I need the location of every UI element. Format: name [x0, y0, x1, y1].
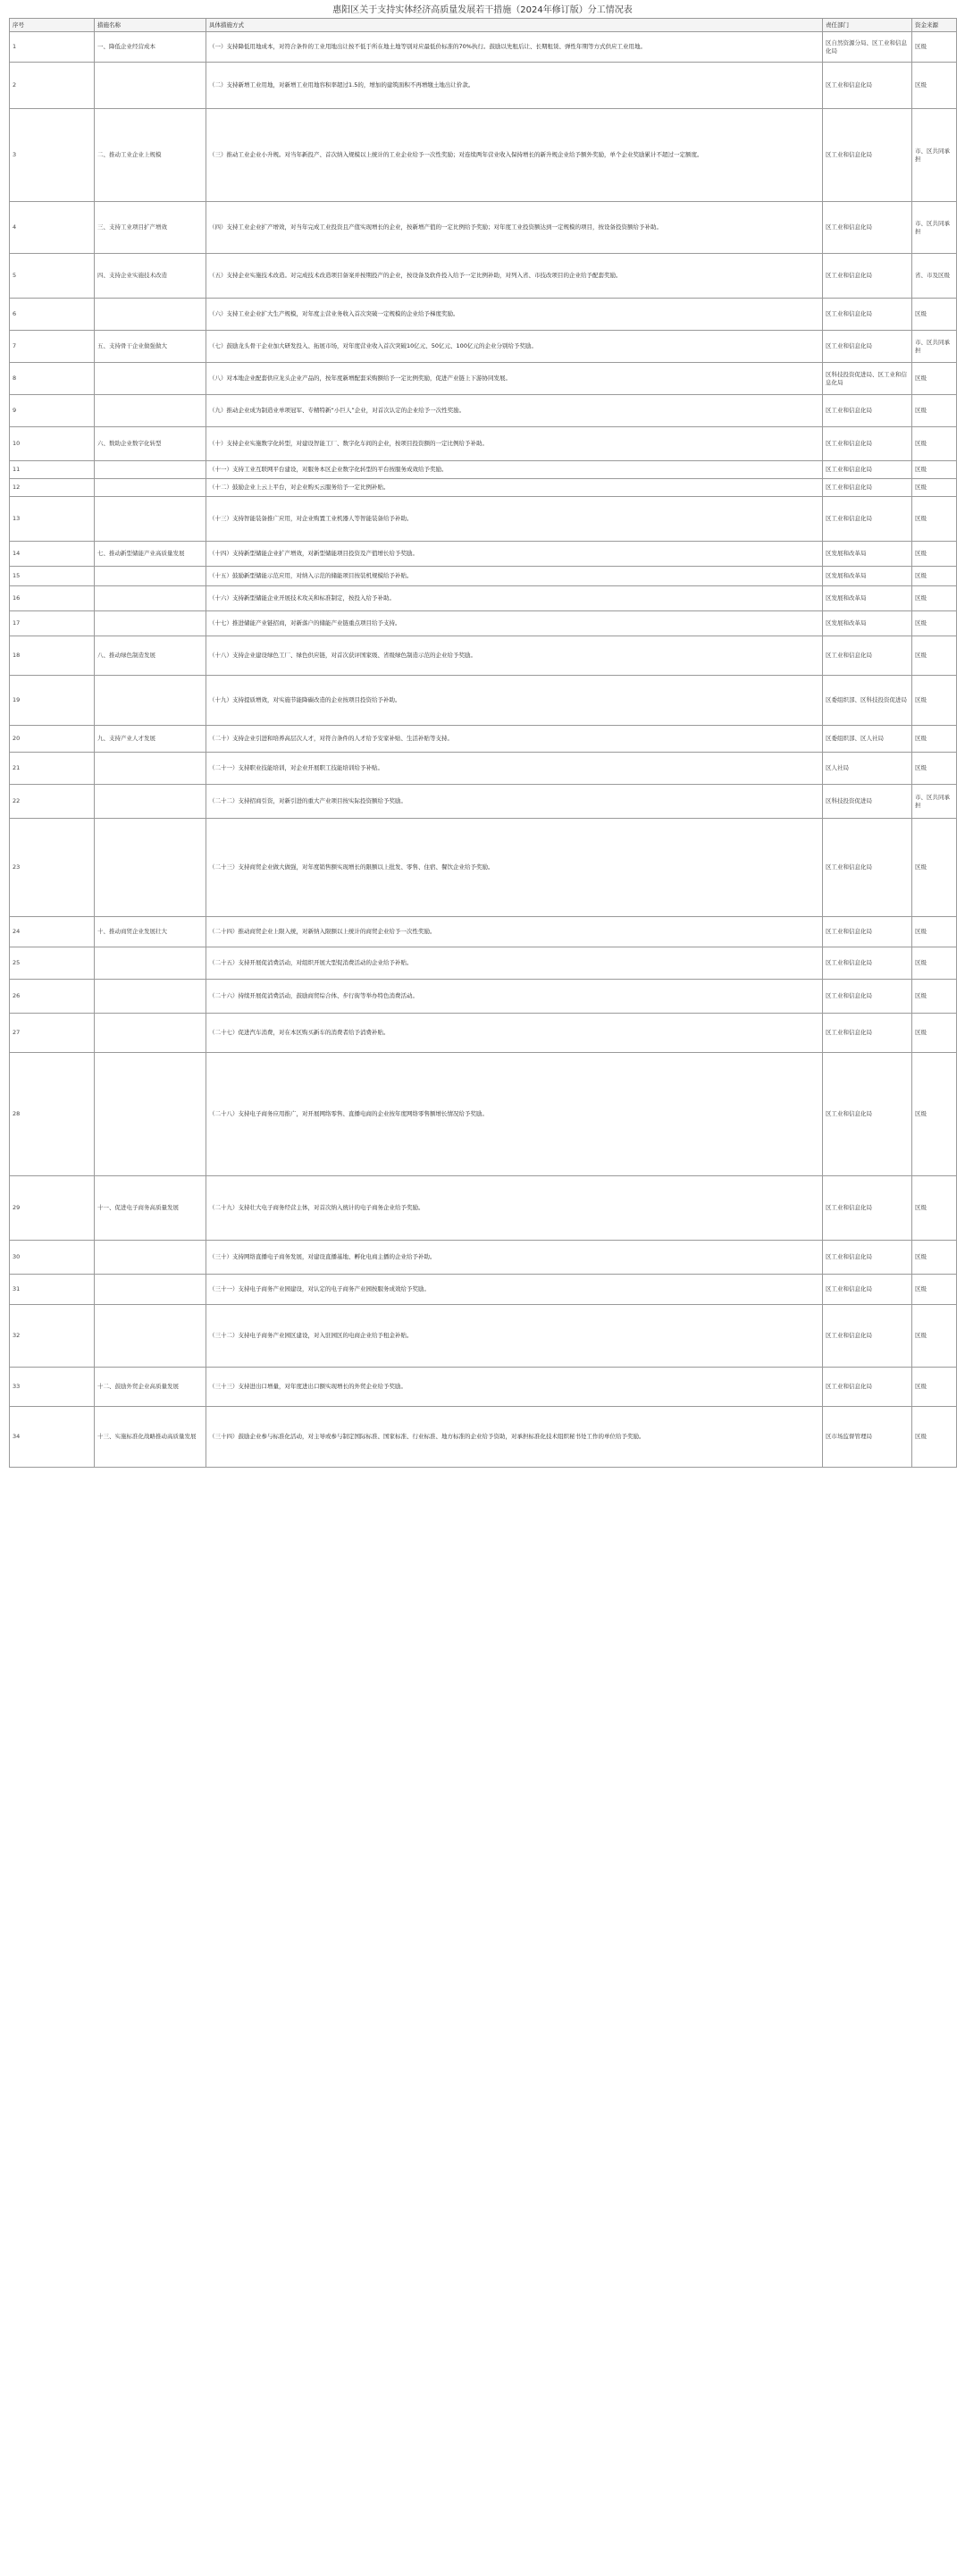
row-category	[95, 676, 206, 726]
table-row	[10, 427, 957, 461]
row-fund-source: 区级	[912, 1241, 957, 1275]
row-fund-source: 区级	[912, 542, 957, 567]
table-row	[10, 479, 957, 497]
row-fund-source: 区级	[912, 586, 957, 611]
row-category	[95, 63, 206, 109]
row-category: 三、支持工业项目扩产增效	[95, 202, 206, 254]
document-page	[9, 0, 956, 1468]
header-no: 序号	[10, 19, 95, 32]
row-department: 区委组织部、区人社局	[823, 726, 912, 753]
row-fund-source: 区级	[912, 726, 957, 753]
row-department: 区委组织部、区科技投资促进局	[823, 676, 912, 726]
row-category: 四、支持企业实施技术改造	[95, 254, 206, 299]
row-fund-source: 区级	[912, 611, 957, 636]
row-department: 区人社局	[823, 753, 912, 785]
row-department: 区工业和信息化局	[823, 202, 912, 254]
table-row	[10, 497, 957, 542]
row-measure: （十七）推进储能产业链招商，对新落户的储能产业链重点项目给予支持。	[206, 611, 823, 636]
row-measure: （三十三）支持进出口增量，对年度进出口额实现增长的外贸企业给予奖励。	[206, 1368, 823, 1407]
table-row	[10, 331, 957, 363]
row-fund-source: 区级	[912, 461, 957, 479]
row-measure: （四）支持工业企业扩产增效，对当年完成工业投资且产值实现增长的企业，按新增产值的一定比例给予奖励；对年度工业投资额达到一定规模的项目，按设备投资额给予补助。	[206, 202, 823, 254]
row-category	[95, 586, 206, 611]
row-category	[95, 611, 206, 636]
row-category	[95, 497, 206, 542]
row-fund-source: 区级	[912, 980, 957, 1014]
table-row	[10, 1241, 957, 1275]
table-row	[10, 567, 957, 586]
row-fund-source: 区级	[912, 1053, 957, 1176]
row-measure: （八）对本地企业配套供应龙头企业产品的，按年度新增配套采购额给予一定比例奖励，促进产业链上下游协同发展。	[206, 363, 823, 395]
table-row	[10, 1368, 957, 1407]
row-number: 16	[10, 586, 95, 611]
table-row	[10, 63, 957, 109]
row-department: 区工业和信息化局	[823, 427, 912, 461]
row-measure: （十二）鼓励企业上云上平台，对企业购买云服务给予一定比例补贴。	[206, 479, 823, 497]
table-header-row	[10, 19, 957, 32]
division-table	[9, 18, 957, 1468]
table-row	[10, 726, 957, 753]
table-row	[10, 980, 957, 1014]
row-fund-source: 区级	[912, 567, 957, 586]
row-measure: （三）推动工业企业小升规。对当年新投产、首次纳入规模以上统计的工业企业给予一次性奖励；对连续两年营业收入保持增长的新升规企业给予额外奖励，单个企业奖励累计不超过一定额度。	[206, 109, 823, 202]
table-row	[10, 299, 957, 331]
row-department: 区工业和信息化局	[823, 299, 912, 331]
row-fund-source: 区级	[912, 1014, 957, 1053]
table-row	[10, 1014, 957, 1053]
row-department: 区工业和信息化局	[823, 461, 912, 479]
table-row	[10, 202, 957, 254]
row-fund-source: 区级	[912, 1176, 957, 1241]
row-category	[95, 1305, 206, 1368]
row-measure: （二）支持新增工业用地，对新增工业用地容积率超过1.5的，增加的建筑面积不再增缴土地出让价款。	[206, 63, 823, 109]
row-department: 区工业和信息化局	[823, 1241, 912, 1275]
row-number: 30	[10, 1241, 95, 1275]
row-department: 区工业和信息化局	[823, 497, 912, 542]
row-measure: （七）鼓励龙头骨干企业加大研发投入、拓展市场，对年度营业收入首次突破10亿元、50亿元、100亿元的企业分别给予奖励。	[206, 331, 823, 363]
row-measure: （二十八）支持电子商务应用推广，对开展网络零售、直播电商的企业按年度网络零售额增长情况给予奖励。	[206, 1053, 823, 1176]
row-number: 3	[10, 109, 95, 202]
row-number: 17	[10, 611, 95, 636]
row-department: 区工业和信息化局	[823, 636, 912, 676]
row-fund-source: 区级	[912, 1275, 957, 1305]
row-department: 区工业和信息化局	[823, 947, 912, 980]
header-measure: 具体措施方式	[206, 19, 823, 32]
table-row	[10, 542, 957, 567]
row-category: 五、支持骨干企业做强做大	[95, 331, 206, 363]
row-category	[95, 479, 206, 497]
row-measure: （三十二）支持电子商务产业园区建设，对入驻园区的电商企业给予租金补贴。	[206, 1305, 823, 1368]
row-department: 区发展和改革局	[823, 542, 912, 567]
table-row	[10, 611, 957, 636]
row-category: 六、数助企业数字化转型	[95, 427, 206, 461]
row-department: 区工业和信息化局	[823, 109, 912, 202]
row-measure: （十九）支持提质增效，对实施节能降碳改造的企业按项目投资给予补助。	[206, 676, 823, 726]
row-number: 8	[10, 363, 95, 395]
table-row	[10, 395, 957, 427]
row-measure: （十一）支持工业互联网平台建设，对服务本区企业数字化转型的平台按服务成效给予奖励。	[206, 461, 823, 479]
header-fund: 资金来源	[912, 19, 957, 32]
row-number: 9	[10, 395, 95, 427]
row-category: 一、降低企业经营成本	[95, 32, 206, 63]
row-number: 19	[10, 676, 95, 726]
row-category	[95, 1275, 206, 1305]
row-fund-source: 区级	[912, 497, 957, 542]
table-row	[10, 586, 957, 611]
row-measure: （九）推动企业成为制造业单项冠军、专精特新“小巨人”企业，对首次认定的企业给予一次性奖励。	[206, 395, 823, 427]
row-fund-source: 区级	[912, 1368, 957, 1407]
row-number: 31	[10, 1275, 95, 1305]
row-number: 20	[10, 726, 95, 753]
row-department: 区工业和信息化局	[823, 1053, 912, 1176]
row-number: 26	[10, 980, 95, 1014]
row-fund-source: 区级	[912, 676, 957, 726]
row-department: 区工业和信息化局	[823, 1176, 912, 1241]
table-row	[10, 461, 957, 479]
row-measure: （十六）支持新型储能企业开展技术攻关和标准制定，按投入给予补助。	[206, 586, 823, 611]
row-number: 13	[10, 497, 95, 542]
row-measure: （二十五）支持开展促消费活动，对组织开展大型促消费活动的企业给予补贴。	[206, 947, 823, 980]
row-measure: （一）支持降低用地成本，对符合条件的工业用地出让按不低于所在地土地等别对应最低价标准的70%执行。鼓励以先租后让、长期租赁、弹性年期等方式供应工业用地。	[206, 32, 823, 63]
row-department: 区发展和改革局	[823, 586, 912, 611]
row-number: 7	[10, 331, 95, 363]
row-number: 33	[10, 1368, 95, 1407]
header-dept: 责任部门	[823, 19, 912, 32]
row-fund-source: 区级	[912, 917, 957, 947]
row-measure: （六）支持工业企业扩大生产规模，对年度主营业务收入首次突破一定规模的企业给予梯度奖励。	[206, 299, 823, 331]
row-department: 区科技投资促进局、区工业和信息化局	[823, 363, 912, 395]
row-fund-source: 区级	[912, 1407, 957, 1468]
row-category: 十二、鼓励外贸企业高质量发展	[95, 1368, 206, 1407]
row-department: 区工业和信息化局	[823, 1014, 912, 1053]
table-row	[10, 254, 957, 299]
row-department: 区市场监督管理局	[823, 1407, 912, 1468]
table-row	[10, 1053, 957, 1176]
row-category: 二、推动工业企业上规模	[95, 109, 206, 202]
row-measure: （十八）支持企业建设绿色工厂、绿色供应链，对首次获评国家级、省级绿色制造示范的企业给予奖励。	[206, 636, 823, 676]
row-department: 区工业和信息化局	[823, 980, 912, 1014]
row-category	[95, 1053, 206, 1176]
table-row	[10, 1275, 957, 1305]
row-number: 29	[10, 1176, 95, 1241]
row-category	[95, 1014, 206, 1053]
row-measure: （十四）支持新型储能企业扩产增效，对新型储能项目投资及产值增长给予奖励。	[206, 542, 823, 567]
row-department: 区自然资源分局、区工业和信息化局	[823, 32, 912, 63]
row-fund-source: 区级	[912, 1305, 957, 1368]
row-category: 九、支持产业人才发展	[95, 726, 206, 753]
row-category: 十一、促进电子商务高质量发展	[95, 1176, 206, 1241]
row-category	[95, 819, 206, 917]
row-measure: （二十）支持企业引进和培养高层次人才，对符合条件的人才给予安家补贴、生活补贴等支持。	[206, 726, 823, 753]
row-number: 21	[10, 753, 95, 785]
row-fund-source: 市、区共同承担	[912, 331, 957, 363]
row-measure: （二十一）支持职业技能培训，对企业开展职工技能培训给予补贴。	[206, 753, 823, 785]
table-row	[10, 917, 957, 947]
table-row	[10, 1305, 957, 1368]
table-row	[10, 109, 957, 202]
row-fund-source: 省、市及区级	[912, 254, 957, 299]
row-category	[95, 299, 206, 331]
row-department: 区工业和信息化局	[823, 63, 912, 109]
row-fund-source: 区级	[912, 753, 957, 785]
table-row	[10, 947, 957, 980]
row-number: 5	[10, 254, 95, 299]
row-measure: （二十四）推动商贸企业上限入统，对新纳入限额以上统计的商贸企业给予一次性奖励。	[206, 917, 823, 947]
row-category	[95, 753, 206, 785]
row-department: 区工业和信息化局	[823, 1305, 912, 1368]
row-number: 28	[10, 1053, 95, 1176]
row-category: 七、推动新型储能产业高质量发展	[95, 542, 206, 567]
table-row	[10, 785, 957, 819]
row-department: 区工业和信息化局	[823, 1368, 912, 1407]
row-department: 区工业和信息化局	[823, 819, 912, 917]
row-number: 23	[10, 819, 95, 917]
row-department: 区工业和信息化局	[823, 395, 912, 427]
row-number: 1	[10, 32, 95, 63]
table-row	[10, 676, 957, 726]
row-fund-source: 区级	[912, 32, 957, 63]
header-category: 措施名称	[95, 19, 206, 32]
table-row	[10, 32, 957, 63]
row-measure: （十三）支持智能装备推广应用，对企业购置工业机器人等智能装备给予补助。	[206, 497, 823, 542]
row-number: 22	[10, 785, 95, 819]
row-category: 十、推动商贸企业发展壮大	[95, 917, 206, 947]
row-category: 八、推动绿色制造发展	[95, 636, 206, 676]
row-category	[95, 461, 206, 479]
table-row	[10, 1176, 957, 1241]
row-department: 区发展和改革局	[823, 567, 912, 586]
row-number: 24	[10, 917, 95, 947]
row-number: 4	[10, 202, 95, 254]
row-number: 11	[10, 461, 95, 479]
row-measure: （二十三）支持商贸企业做大做强，对年度销售额实现增长的限额以上批发、零售、住宿、餐饮企业给予奖励。	[206, 819, 823, 917]
row-number: 6	[10, 299, 95, 331]
row-department: 区工业和信息化局	[823, 254, 912, 299]
table-row	[10, 753, 957, 785]
row-department: 区工业和信息化局	[823, 917, 912, 947]
row-fund-source: 区级	[912, 299, 957, 331]
row-fund-source: 市、区共同承担	[912, 785, 957, 819]
row-department: 区工业和信息化局	[823, 479, 912, 497]
row-category	[95, 363, 206, 395]
row-measure: （二十二）支持招商引资，对新引进的重大产业项目按实际投资额给予奖励。	[206, 785, 823, 819]
row-category	[95, 785, 206, 819]
row-measure: （三十一）支持电子商务产业园建设，对认定的电子商务产业园按服务成效给予奖励。	[206, 1275, 823, 1305]
row-measure: （二十九）支持壮大电子商务经营主体，对首次纳入统计的电子商务企业给予奖励。	[206, 1176, 823, 1241]
table-row	[10, 363, 957, 395]
row-department: 区工业和信息化局	[823, 1275, 912, 1305]
row-department: 区科技投资促进局	[823, 785, 912, 819]
row-category	[95, 1241, 206, 1275]
row-fund-source: 区级	[912, 63, 957, 109]
table-row	[10, 636, 957, 676]
row-measure: （二十六）持续开展促消费活动，鼓励商贸综合体、步行街等举办特色消费活动。	[206, 980, 823, 1014]
row-number: 32	[10, 1305, 95, 1368]
row-measure: （十）支持企业实施数字化转型，对建设智能工厂、数字化车间的企业，按项目投资额的一定比例给予补助。	[206, 427, 823, 461]
row-number: 18	[10, 636, 95, 676]
row-fund-source: 区级	[912, 479, 957, 497]
row-number: 14	[10, 542, 95, 567]
row-category	[95, 980, 206, 1014]
row-measure: （二十七）促进汽车消费，对在本区购买新车的消费者给予消费补贴。	[206, 1014, 823, 1053]
row-fund-source: 区级	[912, 636, 957, 676]
row-fund-source: 市、区共同承担	[912, 109, 957, 202]
row-fund-source: 市、区共同承担	[912, 202, 957, 254]
row-number: 27	[10, 1014, 95, 1053]
table-row	[10, 1407, 957, 1468]
row-fund-source: 区级	[912, 947, 957, 980]
row-measure: （三十）支持网络直播电子商务发展，对建设直播基地、孵化电商主播的企业给予补助。	[206, 1241, 823, 1275]
row-number: 25	[10, 947, 95, 980]
row-number: 34	[10, 1407, 95, 1468]
row-category: 十三、实施标准化战略推动高质量发展	[95, 1407, 206, 1468]
row-number: 10	[10, 427, 95, 461]
row-number: 2	[10, 63, 95, 109]
row-fund-source: 区级	[912, 395, 957, 427]
row-measure: （三十四）鼓励企业参与标准化活动，对主导或参与制定国际标准、国家标准、行业标准、地方标准的企业给予资助，对承担标准化技术组织秘书处工作的单位给予奖励。	[206, 1407, 823, 1468]
row-fund-source: 区级	[912, 363, 957, 395]
row-number: 15	[10, 567, 95, 586]
table-body	[10, 32, 957, 1468]
row-fund-source: 区级	[912, 427, 957, 461]
row-department: 区工业和信息化局	[823, 331, 912, 363]
row-measure: （十五）鼓励新型储能示范应用，对纳入示范的储能项目按装机规模给予补贴。	[206, 567, 823, 586]
row-measure: （五）支持企业实施技术改造。对完成技术改造项目备案并按期投产的企业，按设备及软件投入给予一定比例补助，对列入省、市技改项目的企业给予配套奖励。	[206, 254, 823, 299]
row-fund-source: 区级	[912, 819, 957, 917]
document-title: 惠阳区关于支持实体经济高质量发展若干措施（2024年修订版）分工情况表	[332, 5, 633, 15]
row-category	[95, 947, 206, 980]
row-category	[95, 395, 206, 427]
row-number: 12	[10, 479, 95, 497]
row-category	[95, 567, 206, 586]
row-department: 区发展和改革局	[823, 611, 912, 636]
table-row	[10, 819, 957, 917]
